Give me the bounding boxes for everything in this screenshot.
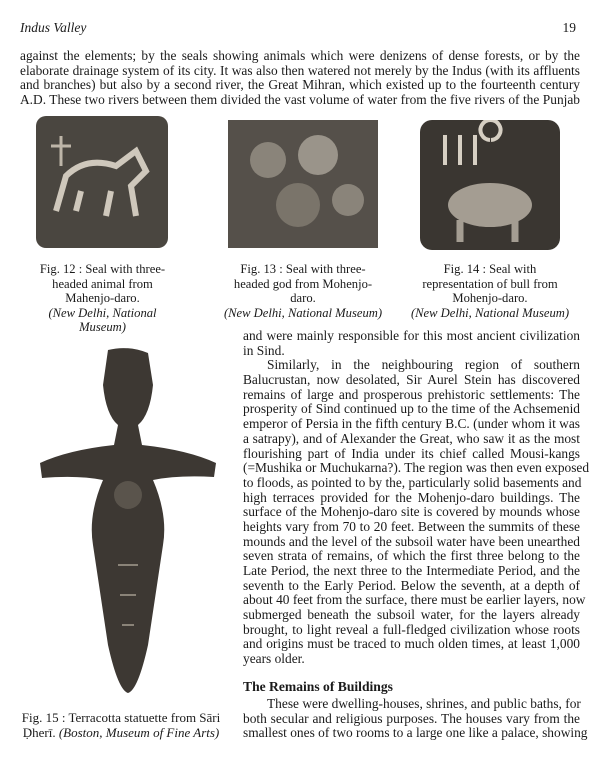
text-line: surface of the Mohenjo-daro site is covered by mounds whose	[243, 504, 580, 520]
seal-image-three-headed-animal	[36, 116, 168, 248]
section-paragraph	[243, 696, 588, 741]
caption-line: Mahenjo-daro.	[65, 291, 140, 306]
text-line: in Sind.	[243, 342, 285, 358]
caption-credit: (New Delhi, National Museum)	[410, 305, 570, 320]
text-line: seven strata of remains, of which the first three belong to the	[243, 548, 580, 564]
text-line: smallest ones of two rooms to a large one like a palace, showing	[243, 725, 588, 741]
fig14-caption	[405, 262, 575, 320]
text-line: submerged beneath the subsoil water, for the layers already	[243, 607, 580, 623]
body-column	[243, 328, 590, 667]
text-line: seventh to the Early Period. Below the seventh, at a depth of	[243, 577, 580, 593]
caption-credit: (New Delhi, National Museum)	[223, 305, 383, 320]
caption-line: Ḍherī.	[22, 724, 56, 740]
seal-image-three-headed-god	[228, 120, 378, 248]
text-line: high terraces provided for the Mohenjo-daro buildings. The	[243, 489, 580, 505]
text-line: against the elements; by the seals showing animals which were denizens of dense forests, or by the	[20, 48, 580, 63]
caption-credit: Museum)	[79, 320, 126, 335]
caption-line: representation of bull from	[422, 276, 558, 291]
text-line: brought, to light reveal a full-fledged civilization whose roots	[243, 621, 580, 637]
running-title: Indus Valley	[20, 20, 87, 35]
text-line: Late Period, the next three to the Intermediate Period, and the	[243, 563, 580, 578]
page-number: 19	[562, 20, 576, 35]
text-line: emperor of Persia in the fifth century B.C. (under whom it was	[243, 416, 580, 432]
text-line: both secular and religious purposes. The houses vary from the	[243, 710, 580, 726]
text-line: a satrapy), and of Alexander the Great, who saw it as the most	[243, 430, 580, 446]
text-line: and were mainly responsible for this most ancient civilization	[243, 328, 580, 343]
intro-paragraph	[20, 49, 580, 108]
animal-seal-illustration	[36, 116, 168, 248]
caption-line: Mohenjo-daro.	[452, 291, 528, 306]
text-line: about 40 feet from the surface, there must be earlier layers, now	[243, 592, 586, 608]
caption-line: daro.	[290, 291, 316, 306]
section-heading: The Remains of Buildings	[243, 679, 393, 694]
text-line: years older.	[243, 651, 305, 667]
fig15-caption	[6, 711, 236, 740]
text-line: to floods, as pointed to by the, particularly solid basements and	[243, 474, 582, 490]
fig12-caption	[20, 262, 185, 335]
text-line: heights vary from 70 to 20 feet. Between the summits of these	[243, 518, 580, 534]
text-line: elaborate drainage system of its city. It was also then watered not merely by the Indus (with its affluents	[20, 62, 580, 78]
text-line: flourishing part of India under its chief called Mousi-kangs	[243, 445, 580, 461]
text-line: prosperity of Sind continued up to the time of the Achsemenid	[243, 401, 580, 417]
caption-line: Fig. 14 : Seal with	[443, 262, 537, 276]
caption-line: Fig. 12 : Seal with three-	[39, 262, 166, 276]
terracotta-statuette-image	[38, 345, 218, 695]
text-line: Balucrustan, now desolated, Sir Aurel Stein has discovered	[243, 372, 580, 388]
text-line: remains of large and prosperous prehistoric settlements: The	[243, 386, 580, 402]
bull-seal-illustration	[420, 120, 560, 250]
caption-line: Fig. 15 : Terracotta statuette from Sāri	[21, 710, 221, 725]
text-line: (=Mushika or Muchukarna?). The region was then even exposed	[243, 460, 590, 476]
caption-line: headed animal from	[52, 276, 153, 291]
caption-line: headed god from Mohenjo-	[233, 276, 373, 291]
god-seal-illustration	[228, 120, 378, 248]
fig13-caption	[218, 262, 388, 320]
text-line: These were dwelling-houses, shrines, and public baths, for	[267, 696, 581, 711]
caption-credit: (New Delhi, National	[48, 305, 157, 320]
text-line: Similarly, in the neighbouring region of southern	[267, 357, 580, 373]
text-line: and branches) but also by a second river, the Great Mihran, which existed up to the fourteenth century	[20, 77, 580, 93]
text-line: mounds and the level of the subsoil water have been unearthed	[243, 533, 580, 549]
caption-line: Fig. 13 : Seal with three-	[240, 262, 366, 276]
seal-image-bull	[420, 120, 560, 250]
text-line: A.D. These two rivers between them divided the vast volume of water from the five rivers of the Punjab	[20, 92, 580, 108]
caption-credit: (Boston, Museum of Fine Arts)	[58, 724, 220, 740]
text-line: and origins must be traced to much olden times, at least 1,000	[243, 636, 580, 652]
